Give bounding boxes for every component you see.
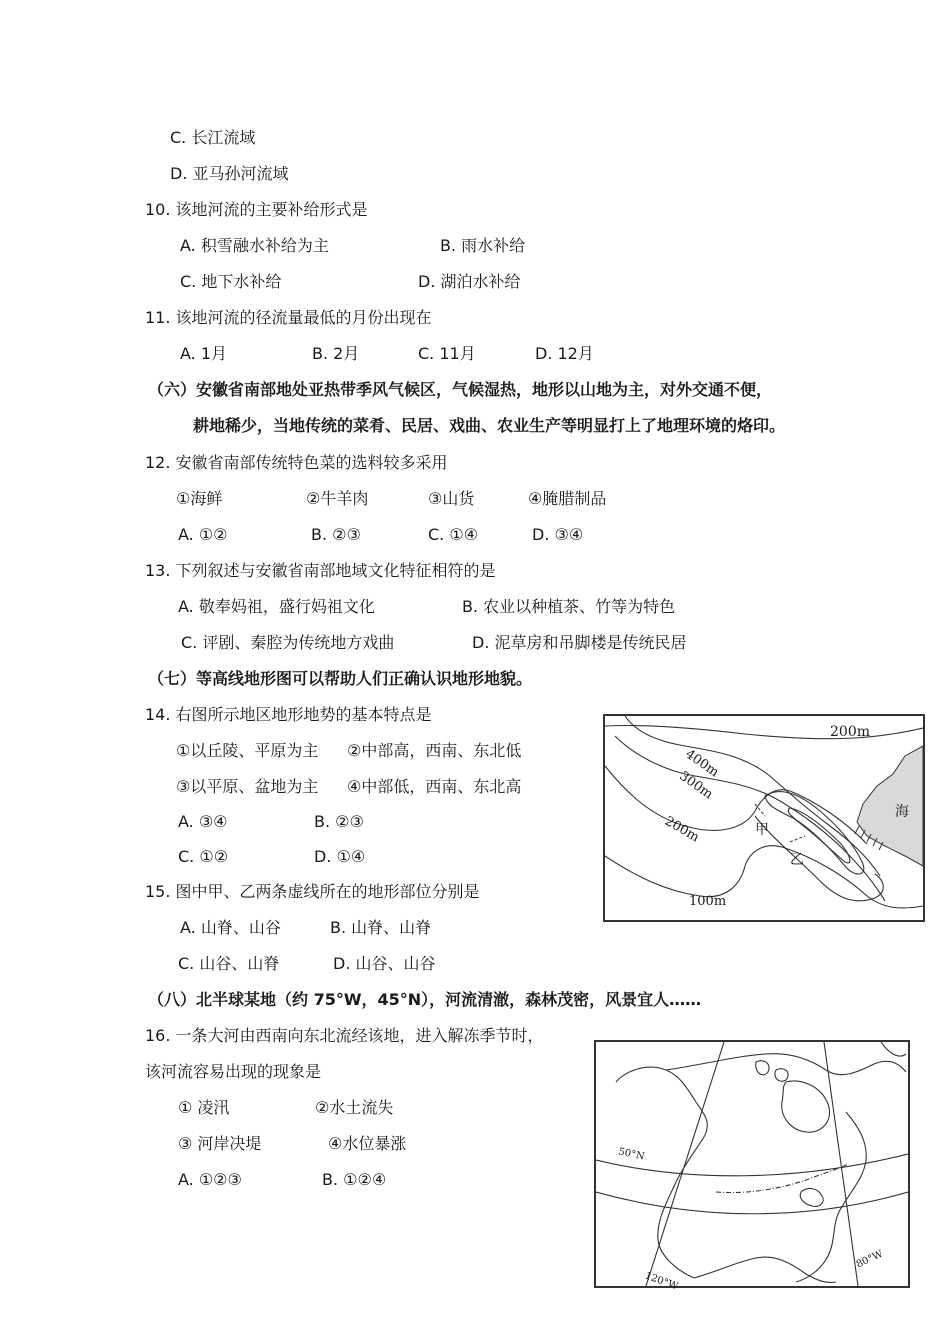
greenland — [881, 1042, 906, 1056]
contour-200m-left — [605, 766, 867, 844]
q15-option-c: C. 山谷、山脊 — [178, 954, 280, 973]
q11-option-c: C. 11月 — [418, 344, 476, 363]
dashed-line-jia — [755, 804, 765, 816]
q9-option-d: D. 亚马孙河流域 — [170, 164, 289, 183]
q11-stem: 11. 该地河流的径流量最低的月份出现在 — [145, 308, 432, 327]
q14-stem: 14. 右图所示地区地形地势的基本特点是 — [145, 705, 432, 724]
north-america-map-figure — [594, 1040, 910, 1293]
dashed-line-yi — [790, 836, 805, 842]
q15-option-a: A. 山脊、山谷 — [180, 918, 281, 937]
q12-item-1: ①海鲜 — [176, 489, 223, 508]
q13-option-c: C. 评剧、秦腔为传统地方戏曲 — [181, 633, 395, 652]
q14-item-1: ①以丘陵、平原为主 — [176, 741, 319, 760]
section8-intro: （八）北半球某地（约 75°W，45°N），河流清澈，森林茂密，风景宜人…… — [148, 990, 702, 1009]
q14-option-c: C. ①② — [178, 847, 229, 866]
label-100m: 100m — [689, 894, 727, 909]
q11-option-a: A. 1月 — [180, 344, 228, 363]
parallel-lower — [596, 1192, 908, 1214]
q16-option-a: A. ①②③ — [178, 1170, 242, 1189]
q13-option-d: D. 泥草房和吊脚楼是传统民居 — [472, 633, 687, 652]
coastline-arctic — [666, 1054, 906, 1075]
meridian-80w — [824, 1042, 858, 1286]
q10-option-b: B. 雨水补给 — [440, 236, 526, 255]
q12-item-3: ③山货 — [428, 489, 475, 508]
q15-option-b: B. 山脊、山脊 — [330, 918, 432, 937]
label-400m: 400m — [682, 746, 722, 781]
q16-item-3: ③ 河岸决堤 — [178, 1134, 262, 1153]
hudson-bay — [782, 1081, 830, 1132]
gulf-coast — [694, 1257, 836, 1282]
q10-option-d: D. 湖泊水补给 — [418, 272, 521, 291]
q10-option-a: A. 积雪融水补给为主 — [180, 236, 329, 255]
sea-area — [857, 746, 923, 866]
q14-option-a: A. ③④ — [178, 812, 228, 831]
q12-option-a: A. ①② — [178, 525, 228, 544]
q16-stem-line1: 16. 一条大河由西南向东北流经该地，进入解冻季节时， — [145, 1026, 544, 1045]
label-120w: 120°W — [643, 1270, 680, 1293]
q12-stem: 12. 安徽省南部传统特色菜的选料较多采用 — [145, 453, 448, 472]
label-200m-top: 200m — [830, 724, 870, 740]
contour-map-figure — [603, 714, 925, 922]
label-sea: 海 — [895, 804, 909, 820]
contour-inner-ridge — [765, 792, 864, 874]
q14-item-2: ②中部高，西南、东北低 — [347, 741, 522, 760]
q12-option-b: B. ②③ — [311, 525, 361, 544]
q14-item-4: ④中部低，西南、东北高 — [347, 777, 522, 796]
section6-intro-line1: （六）安徽省南部地处亚热带季风气候区，气候湿热，地形以山地为主，对外交通不便， — [148, 380, 773, 399]
meridian-120w — [646, 1042, 724, 1286]
contour-map-svg — [605, 716, 923, 920]
q14-option-b: B. ②③ — [314, 812, 364, 831]
q9-option-c: C. 长江流域 — [170, 128, 256, 147]
q10-option-c: C. 地下水补给 — [180, 272, 282, 291]
label-300m: 300m — [676, 768, 716, 803]
q12-option-d: D. ③④ — [532, 525, 584, 544]
islands-north — [756, 1061, 788, 1082]
q13-stem: 13. 下列叙述与安徽省南部地域文化特征相符的是 — [145, 561, 496, 580]
coastline-west — [616, 1067, 707, 1278]
q14-item-3: ③以平原、盆地为主 — [176, 777, 319, 796]
q13-option-a: A. 敬奉妈祖，盛行妈祖文化 — [178, 597, 375, 616]
q11-option-b: B. 2月 — [312, 344, 360, 363]
q16-item-2: ②水土流失 — [315, 1098, 394, 1117]
contour-300m — [615, 736, 885, 901]
q14-option-d: D. ①④ — [314, 847, 366, 866]
q16-item-1: ① 凌汛 — [178, 1098, 230, 1117]
section7-intro: （七）等高线地形图可以帮助人们正确认识地形地貌。 — [148, 669, 533, 688]
q16-stem-line2: 该河流容易出现的现象是 — [145, 1062, 322, 1081]
label-200m-left: 200m — [661, 813, 702, 846]
label-jia: 甲 — [755, 822, 769, 838]
q15-option-d: D. 山谷、山谷 — [333, 954, 436, 973]
contour-100m — [605, 846, 923, 908]
river — [716, 1164, 848, 1193]
q15-stem: 15. 图中甲、乙两条虚线所在的地形部位分别是 — [145, 882, 480, 901]
great-lakes — [800, 1189, 823, 1207]
label-80w: 80°W — [854, 1248, 885, 1271]
q12-item-2: ②牛羊肉 — [306, 489, 369, 508]
q13-option-b: B. 农业以种植茶、竹等为特色 — [462, 597, 676, 616]
q11-option-d: D. 12月 — [535, 344, 594, 363]
label-yi: 乙 — [790, 852, 804, 868]
label-50n: 50°N — [617, 1146, 646, 1163]
q16-item-4: ④水位暴涨 — [328, 1134, 407, 1153]
q16-option-b: B. ①②④ — [322, 1170, 387, 1189]
section6-intro-line2: 耕地稀少，当地传统的菜肴、民居、戏曲、农业生产等明显打上了地理环境的烙印。 — [193, 416, 786, 435]
q10-stem: 10. 该地河流的主要补给形式是 — [145, 200, 368, 219]
q12-option-c: C. ①④ — [428, 525, 479, 544]
q12-item-4: ④腌腊制品 — [528, 489, 607, 508]
